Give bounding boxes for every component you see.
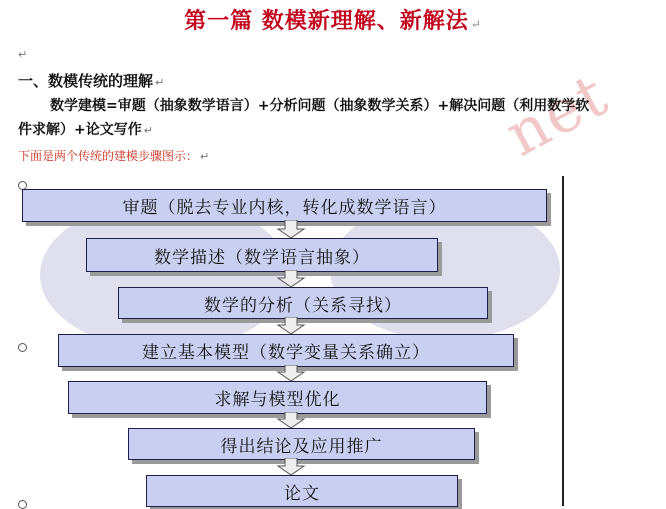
page-border-line [562, 176, 564, 506]
paragraph-mark: ↵ [200, 150, 210, 163]
down-arrow-icon [276, 365, 306, 381]
empty-paragraph-mark: ↵ [18, 48, 28, 61]
flow-step-5: 求解与模型优化 [68, 381, 487, 414]
flow-step-7: 论文 [146, 475, 458, 507]
down-arrow-icon [276, 317, 306, 334]
anchor-bullet-3 [18, 500, 27, 509]
flow-step-1: 审题（脱去专业内核，转化成数学语言） [22, 189, 547, 222]
page-title-text: 第一篇 数模新理解、新解法 [184, 8, 469, 34]
page-title [0, 4, 666, 35]
down-arrow-icon [276, 220, 306, 238]
red-note [18, 147, 209, 164]
flow-step-3: 数学的分析（关系寻找） [118, 287, 488, 319]
red-note-text: 下面是两个传统的建模步骤图示： [18, 149, 199, 163]
anchor-bullet-2 [18, 343, 27, 352]
down-arrow-icon [276, 458, 306, 475]
paragraph-mark: ↵ [155, 76, 165, 89]
down-arrow-icon [276, 412, 306, 428]
body-text-line2 [18, 119, 153, 139]
down-arrow-icon [276, 270, 306, 287]
body-text-line1: 数学建模=审题（抽象数学语言）+分析问题（抽象数学关系）+解决问题（利用数学软 [50, 98, 590, 114]
watermark-ellipse-left [40, 200, 290, 350]
section-heading [18, 70, 164, 91]
flow-step-6: 得出结论及应用推广 [128, 428, 475, 460]
body-text-line2-text: 件求解）+论文写作 [18, 122, 142, 138]
flow-step-2: 数学描述（数学语言抽象） [86, 238, 438, 272]
watermark-text: net [494, 59, 620, 171]
flow-step-4: 建立基本模型（数学变量关系确立） [58, 334, 514, 367]
paragraph-mark: ↵ [143, 124, 153, 137]
paragraph-mark: ↵ [470, 17, 482, 31]
section-heading-text: 一、数模传统的理解 [18, 72, 154, 90]
